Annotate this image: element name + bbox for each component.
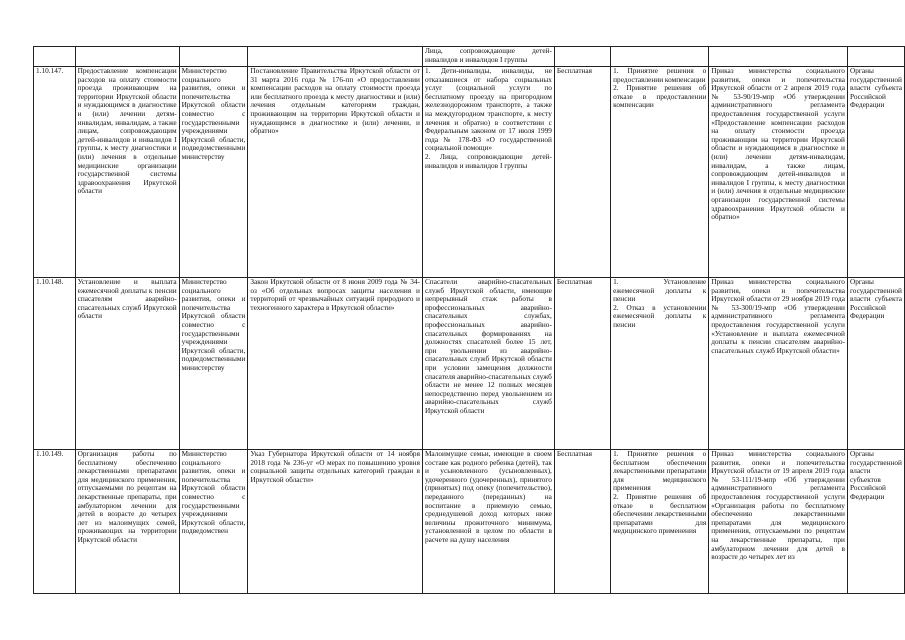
result-cell (611, 278, 709, 450)
fee-cell: Бесплатная (554, 450, 610, 594)
regulation-cell: Приказ министерства социального развития, опеки и попечительства Иркутской области от 29 ноября 2019 года № 53-300/19-мпр «Об утверждении административного регламента предоставления государственной услуги «Установление и выплата ежемесячной доплаты к пенсии спасателям аварийно-спасательных служб Иркутской области» (709, 278, 848, 450)
result-item: 2. Принятие решения об отказе в предоставлении компенсации (613, 83, 707, 110)
regulation-cell: Приказ министерства социального развития, опеки и попечительства Иркутской области от 19 апреля 2019 года № 53-111/19-мпр «Об утверждении административного регламента предоставления государственной услуги «Организация работы по бесплатному обеспечению лекарственными препаратами для медицинского применения, отпускаемыми по рецептам на лекарственные препараты, при амбулаторном лечении для детей в возрасте до четырех лет из (709, 450, 848, 594)
result-cell (611, 450, 709, 594)
result-item: 2. Отказ в установлении ежемесячной доплаты к пенсии (613, 302, 707, 329)
service-name-cell: Предоставление компенсации расходов на оплату стоимости проезда проживающим на территории Иркутской области и нуждающимся в диагностике и (или) лечении детям-инвалидам, инвалидам, а также лицам, сопровождающим детей-инвалидов и инвалидов I группы, к месту диагностики и (или) лечения в отдельные медицинские организации государственной системы здравоохранения Иркутской области (75, 67, 179, 278)
fee-cell: Бесплатная (554, 278, 610, 450)
recipient-item: Малоимущие семьи, имеющие в своем составе как родного ребенка (детей), так и усыновленного (усыновленных), удочеренного (удочеренных), принятого (принятых) под опеку (попечительство), переданного (переданных) на воспитание в приемную семью, среднедушевой доход которых ниже величины прожиточного минимума, установленной в целом по области в расчете на душу населения (424, 449, 552, 544)
responsible-body-cell: Министерство социального развития, опеки и попечительства Иркутской области совместно с государственными учреждениями Иркутской области, подведомственными министерству (179, 278, 248, 450)
row-number: 1.10.148. (34, 278, 76, 450)
row-number: 1.10.147. (34, 67, 76, 278)
services-registry-table (33, 46, 905, 594)
recipients-cell (422, 450, 554, 594)
legal-basis-cell: Постановление Правительства Иркутской области от 31 марта 2016 года № 176-пп «О предоставлении компенсации расходов на оплату стоимости проезда или бесплатного проезда к месту диагностики и (или) лечения отдельным категориям граждан, проживающим на территории Иркутской области и нуждающимся в диагностике и (или) лечении, и обратно» (248, 67, 423, 278)
service-name-cell: Организация работы по бесплатному обеспечению лекарственными препаратами для медицинского применения, отпускаемыми по рецептам на лекарственные препараты, при амбулаторном лечении для детей в возрасте до четырех лет из малоимущих семей, проживающих на территории Иркутской области (75, 450, 179, 594)
responsible-body-cell: Министерство социального развития, опеки и попечительства Иркутской области совместно с государственными учреждениями Иркутской области, подведомствен (179, 450, 248, 594)
responsible-body-cell: Министерство социального развития, опеки и попечительства Иркутской области совместно с государственными учреждениями Иркутской области, подведомственными министерству (179, 67, 248, 278)
result-item: 1. Установление ежемесячной доплаты к пенсии (613, 277, 707, 304)
authority-level-cell: Органы государственной власти субъекта Российской Федерации (847, 278, 904, 450)
authority-level-cell: Органы государственной власти субъекта Российской Федерации (847, 67, 904, 278)
recipients-cell (422, 67, 554, 278)
recipient-item: Спасатели аварийно-спасательных служб Иркутской области, имеющие непрерывный стаж работы в профессиональных аварийно-спасательных службах, профессиональных аварийно-спасательных формированиях на должностях спасателей более 15 лет, при увольнении из аварийно-спасательных служб Иркутской области при условии замещения должности спасателя аварийно-спасательных служб области не менее 12 полных месяцев непосредственно перед увольнением из аварийно-спасательных служб Иркутской области (424, 277, 552, 415)
result-cell (611, 67, 709, 278)
legal-basis-cell: Указ Губернатора Иркутской области от 14 ноября 2018 года № 236-уг «О мерах по повышению уровня социальной защиты отдельных категорий граждан в Иркутской области» (248, 450, 423, 594)
row-number: 1.10.149. (34, 450, 76, 594)
service-name-cell: Установление и выплата ежемесячной доплаты к пенсии спасателям аварийно-спасательных служб Иркутской области (75, 278, 179, 450)
result-item: 2. Принятие решения об отказе в бесплатном обеспечении лекарственными препаратами для медицинского применения (613, 491, 707, 536)
table-row (34, 67, 905, 278)
legal-basis-cell: Закон Иркутской области от 8 июня 2009 года № 34-оз «Об отдельных вопросах защиты населения и территорий от чрезвычайных ситуаций природного и техногенного характера в Иркутской области» (248, 278, 423, 450)
recipients-cell: Лица, сопровождающие детей-инвалидов и инвалидов I группы (422, 47, 554, 67)
table-row (34, 278, 905, 450)
result-item: 1. Принятие решения о бесплатном обеспечении лекарственными препаратами для медицинского применения (613, 449, 707, 493)
table-row (34, 450, 905, 594)
table-row-continued (34, 47, 905, 67)
fee-cell: Бесплатная (554, 67, 610, 278)
regulation-cell: Приказ министерства социального развития, опеки и попечительства Иркутской области от 2 апреля 2019 года № 53-90/19-мпр «Об утверждении административного регламента предоставления государственной услуги «Предоставление компенсации расходов на оплату стоимости проезда проживающим на территории Иркутской области и нуждающимся в диагностике и (или) лечении детям-инвалидам, инвалидам, а также лицам, сопровождающим детей-инвалидов и инвалидов I группы, к месту диагностики и (или) лечения в отдельные медицинские организации государственной системы здравоохранения Иркутской области и обратно» (709, 67, 848, 278)
recipient-item: 1. Дети-инвалиды, инвалиды, не отказавшиеся от набора социальных услуг (социальной услуги по бесплатному проезду на пригородном железнодорожном транспорте, а также на междугородном транспорте, к месту лечения и обратно) в соответствии с Федеральным законом от 17 июля 1999 года № 178-ФЗ «О государственной социальной помощи» (424, 66, 552, 153)
authority-level-cell: Органы государственной власти субъектов Российской Федерации (847, 450, 904, 594)
result-item: 1. Принятие решения о предоставлении компенсации (613, 66, 707, 84)
recipients-cell (422, 278, 554, 450)
recipient-item: 2. Лица, сопровождающие детей-инвалидов и инвалидов I группы (424, 151, 552, 170)
